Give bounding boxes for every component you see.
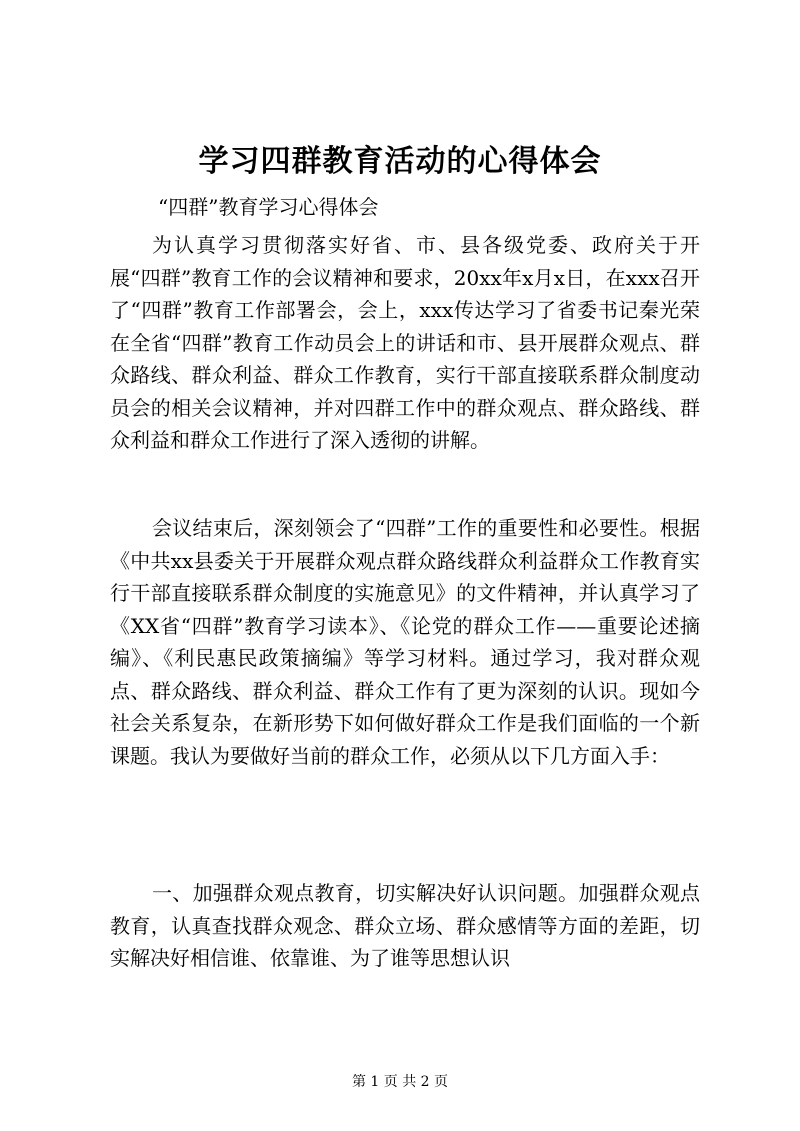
document-title: 学习四群教育活动的心得体会: [198, 144, 602, 179]
page-number-footer: 第 1 页 共 2 页: [351, 1074, 449, 1090]
body-paragraph: 会议结束后，深刻领会了“四群”工作的重要性和必要性。根据《中共xx县委关于开展群众观点群众路线群众利益群众工作教育实行干部直接联系群众制度的实施意见》的文件精神，并认真学习了《XX省“四群”教育学习读本》、《论党的群众工作——重要论述摘编》、《利民惠民政策摘编》等学习材料。通过学习，我对群众观点、群众路线、群众利益、群众工作有了更为深刻的认识。现如今社会关系复杂，在新形势下如何做好群众工作是我们面临的一个新课题。我认为要做好当前的群众工作，必须从以下几方面入手：: [110, 516, 700, 768]
document-subtitle: “四群”教育学习心得体会: [158, 195, 379, 219]
body-paragraph: 为认真学习贯彻落实好省、市、县各级党委、政府关于开展“四群”教育工作的会议精神和要求，20xx年x月x日，在xxx召开了“四群”教育工作部署会，会上，xxx传达学习了省委书记秦光荣在全省“四群”教育工作动员会上的讲话和市、县开展群众观点、群众路线、群众利益、群众工作教育，实行干部直接联系群众制度动员会的相关会议精神，并对四群工作中的群众观点、群众路线、群众利益和群众工作进行了深入透彻的讲解。: [110, 233, 700, 452]
body-paragraph: 一、加强群众观点教育，切实解决好认识问题。加强群众观点教育，认真查找群众观念、群众立场、群众感情等方面的差距，切实解决好相信谁、依靠谁、为了谁等思想认识: [110, 881, 700, 970]
